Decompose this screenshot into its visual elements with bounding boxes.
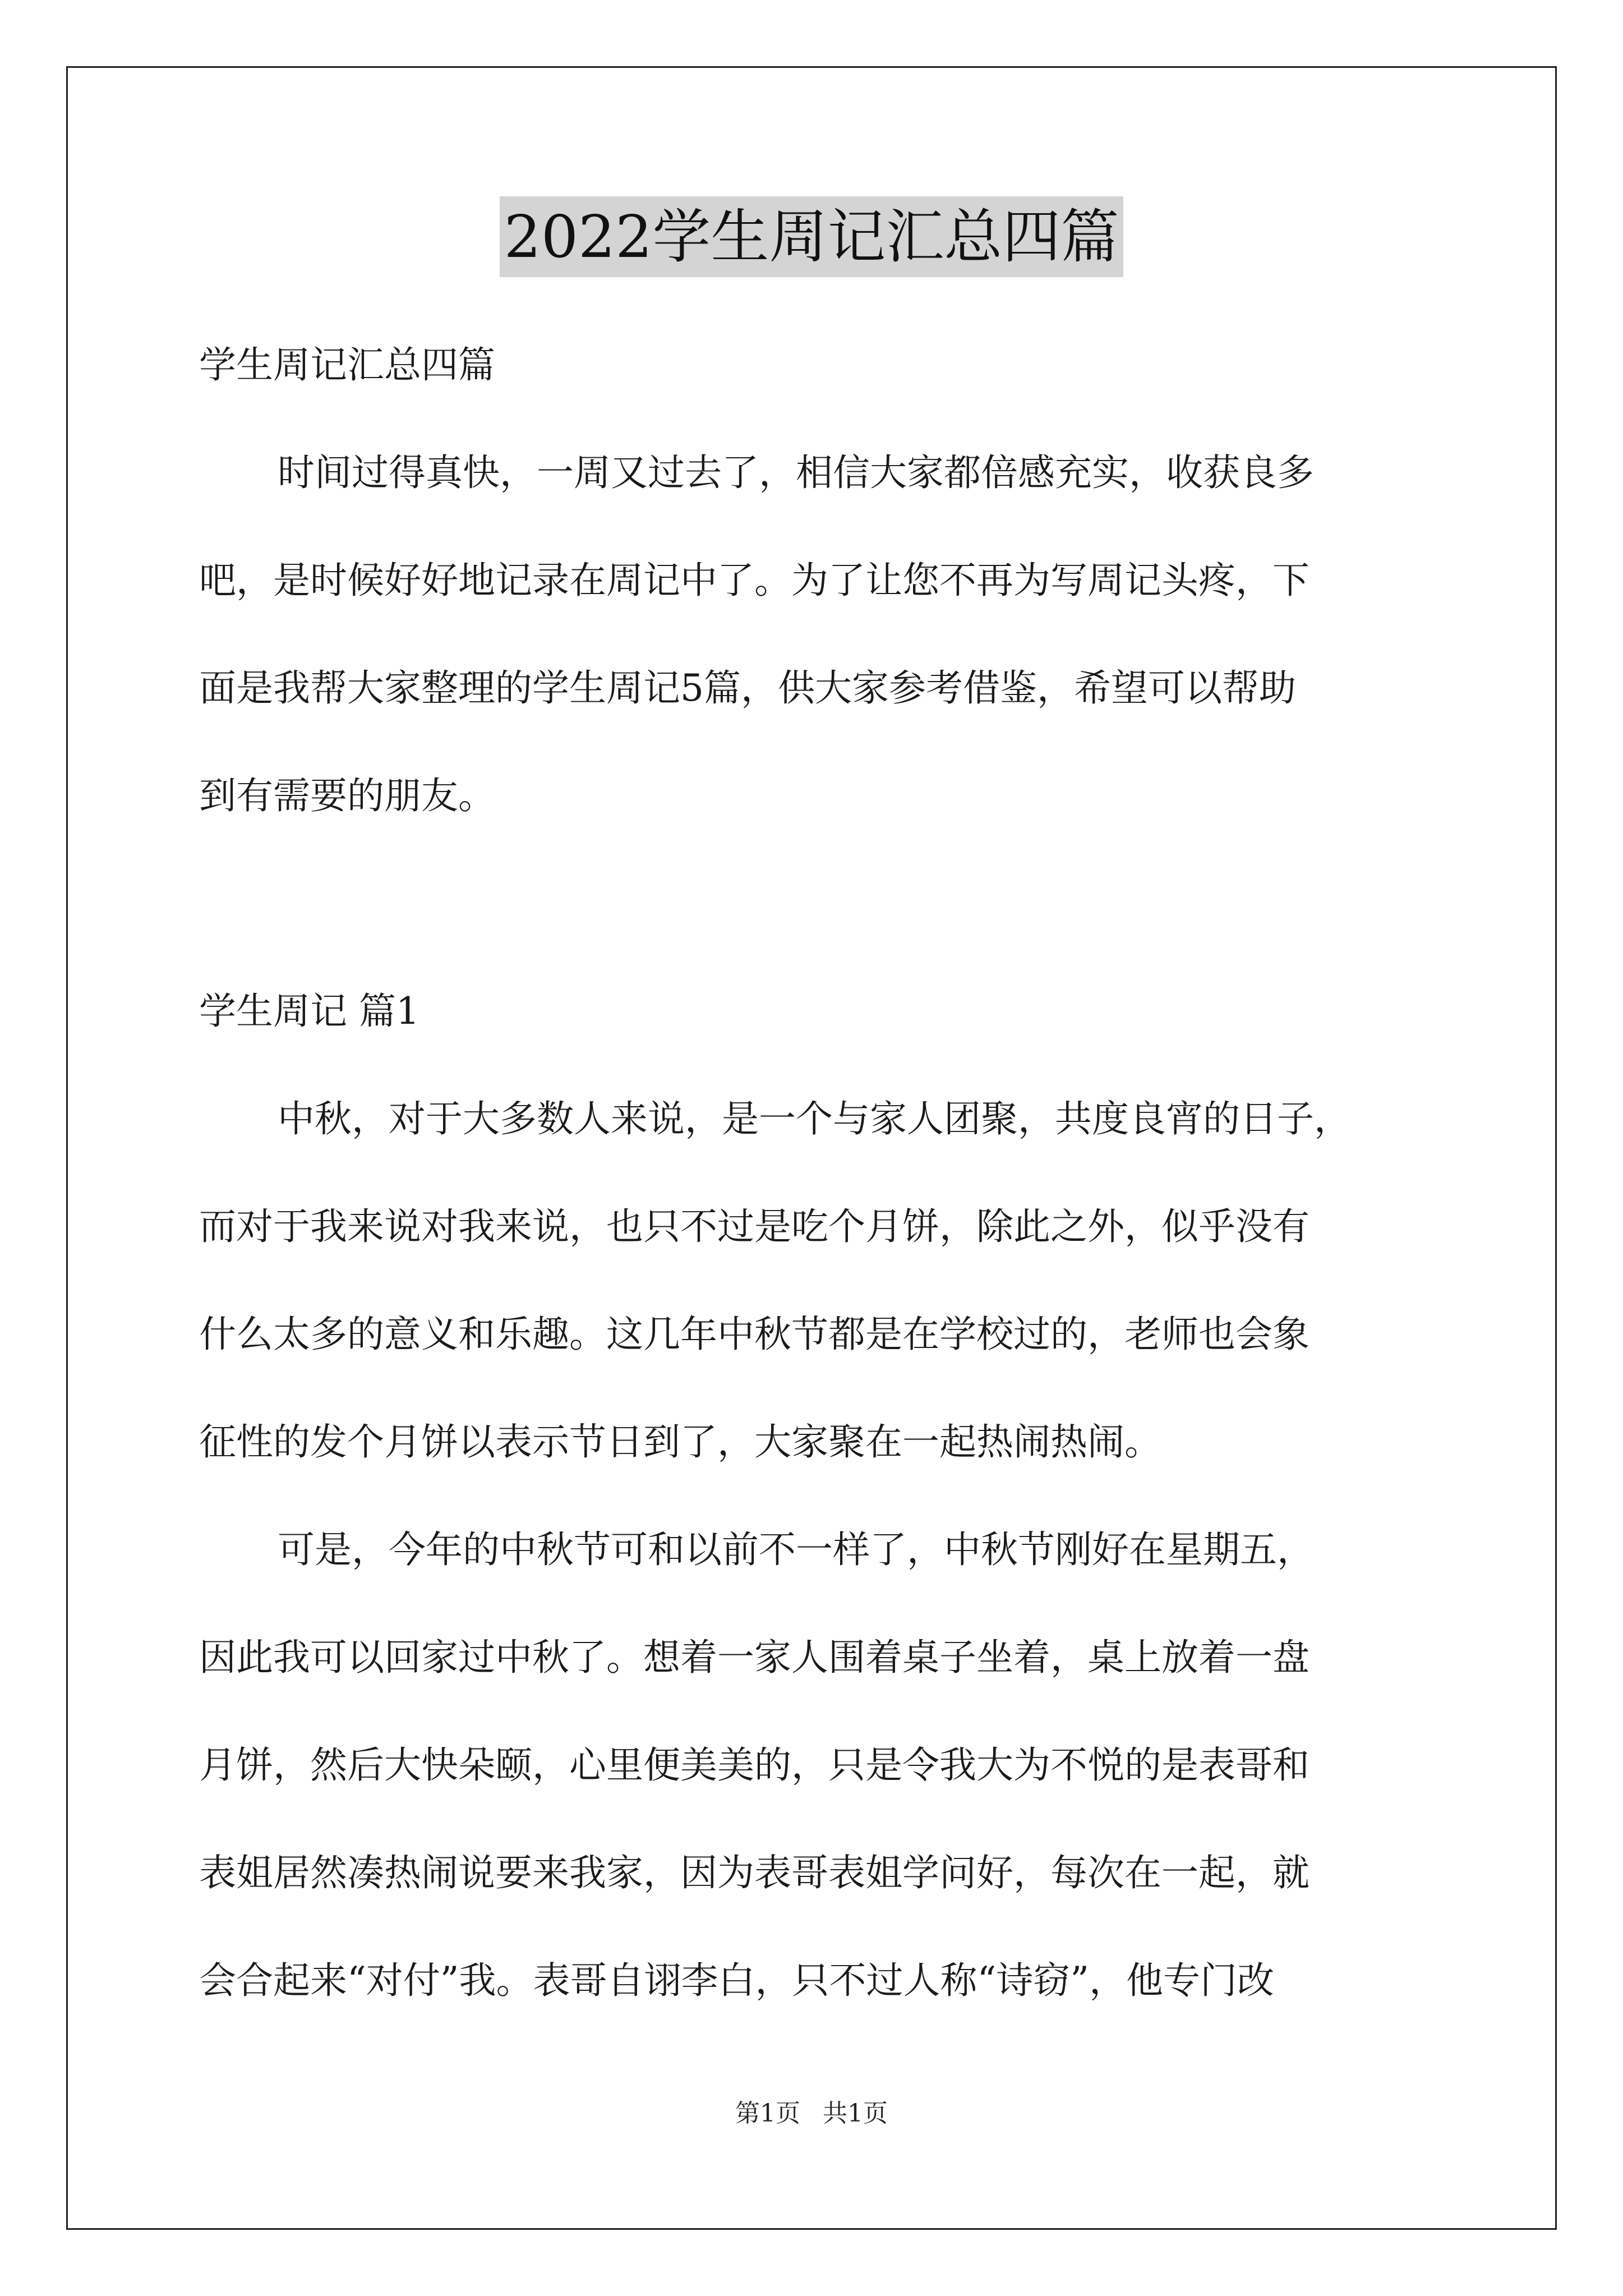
page-number: 第1页 — [735, 2099, 800, 2128]
intro-line: 时间过得真快，一周又过去了，相信大家都倍感充实，收获良多 — [278, 451, 1314, 494]
page-footer — [0, 2097, 1623, 2131]
paragraph-line: 月饼，然后大快朵颐，心里便美美的，只是令我大为不悦的是表哥和 — [199, 1743, 1310, 1787]
section-heading: 学生周记 篇1 — [199, 990, 419, 1033]
subtitle: 学生周记汇总四篇 — [199, 343, 495, 386]
paragraph-line: 会合起来“对付”我。表哥自诩李白，只不过人称“诗窃”，他专门改 — [199, 1959, 1274, 2002]
intro-line: 吧，是时候好好地记录在周记中了。为了让您不再为写周记头疼，下 — [199, 559, 1310, 602]
paragraph-line: 因此我可以回家过中秋了。想着一家人围着桌子坐着，桌上放着一盘 — [199, 1636, 1310, 1679]
page-total: 共1页 — [823, 2099, 888, 2128]
intro-line: 面是我帮大家整理的学生周记5篇，供大家参考借鉴，希望可以帮助 — [199, 666, 1296, 710]
paragraph-line: 而对于我来说对我来说，也只不过是吃个月饼，除此之外，似乎没有 — [199, 1205, 1310, 1248]
paragraph-line: 征性的发个月饼以表示节日到了，大家聚在一起热闹热闹。 — [199, 1420, 1161, 1464]
paragraph-line: 可是，今年的中秋节可和以前不一样了，中秋节刚好在星期五， — [278, 1528, 1314, 1571]
spacer — [199, 850, 1433, 958]
paragraph-line: 表姐居然凑热闹说要来我家，因为表哥表姐学问好，每次在一起，就 — [199, 1851, 1310, 1894]
title-wrap — [0, 196, 1623, 277]
paragraph-line: 什么太多的意义和乐趣。这几年中秋节都是在学校过的，老师也会象 — [199, 1313, 1310, 1356]
document-title: 2022学生周记汇总四篇 — [500, 196, 1124, 277]
intro-line: 到有需要的朋友。 — [199, 774, 495, 817]
document-body — [199, 311, 1433, 2035]
paragraph-line: 中秋，对于大多数人来说，是一个与家人团聚，共度良宵的日子， — [278, 1097, 1351, 1140]
